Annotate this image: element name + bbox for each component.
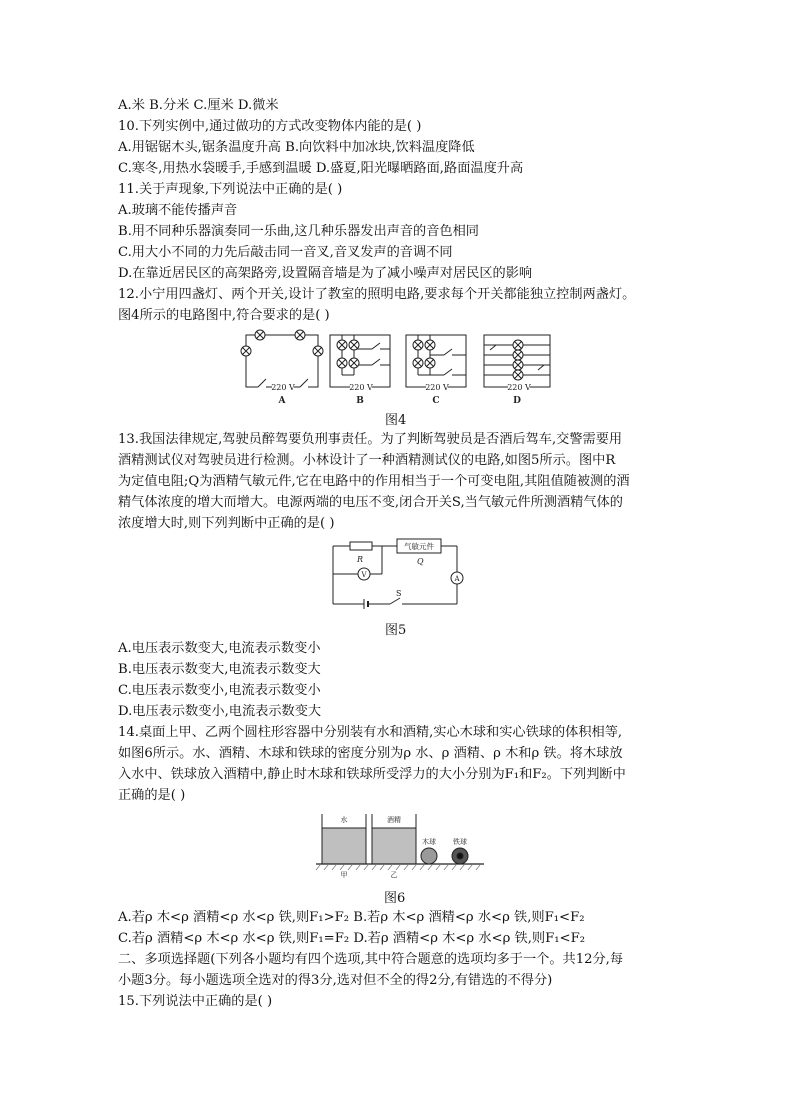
q13-stem-2: 酒精测试仪对驾驶员进行检测。小林设计了一种酒精测试仪的电路,如图5所示。图中R (118, 453, 616, 468)
fig4-label-c: C (432, 396, 440, 406)
fig6-liquid-alcohol: 酒精 (387, 816, 401, 824)
figure-5-caption: 图5 (385, 623, 407, 638)
fig5-voltmeter: V (361, 571, 367, 579)
q15-stem: 15.下列说法中正确的是( ) (118, 994, 273, 1009)
fig4-label-a: A (278, 396, 286, 406)
fig6-label-jia: 甲 (340, 871, 348, 879)
figure-6-containers (316, 808, 486, 878)
figure-6-caption: 图6 (384, 891, 406, 906)
q11-option-b: B.用不同种乐器演奏同一乐曲,这几种乐器发出声音的音色相同 (118, 224, 479, 239)
q13-option-d: D.电压表示数变小,电流表示数变大 (118, 704, 322, 719)
fig5-sensor-box: 气敏元件 (404, 542, 434, 551)
figure-4-caption: 图4 (385, 413, 407, 428)
q9-options: A.米 B.分米 C.厘米 D.微米 (118, 98, 279, 113)
fig4-label-b: B (356, 396, 364, 406)
q14-stem-3: 入水中、铁球放入酒精中,静止时木球和铁球所受浮力的大小分别为F₁和F₂。下列判断中 (118, 767, 626, 782)
fig6-label-yi: 乙 (390, 871, 398, 879)
fig6-ball-iron: 铁球 (453, 838, 467, 846)
q14-stem-4: 正确的是( ) (118, 788, 186, 803)
fig6-ball-wood: 木球 (422, 838, 436, 846)
q14-stem-1: 14.桌面上甲、乙两个圆柱形容器中分别装有水和酒精,实心木球和实心铁球的体积相等, (118, 725, 623, 740)
figure-4-circuits (238, 327, 558, 407)
fig4-voltage-a: 220 V (271, 383, 295, 392)
q11-option-c: C.用大小不同的力先后敲击同一音叉,音叉发声的音调不同 (118, 245, 453, 260)
fig5-ammeter: A (454, 575, 460, 583)
q12-stem-2: 图4所示的电路图中,符合要求的是( ) (118, 308, 330, 323)
q11-option-d: D.在靠近居民区的高架路旁,设置隔音墙是为了减小噪声对居民区的影响 (118, 266, 533, 281)
fig4-label-d: D (513, 396, 521, 406)
section-2-heading-1: 二、多项选择题(下列各小题均有四个选项,其中符合题意的选项均多于一个。共12分,每 (118, 952, 624, 967)
section-2-heading-2: 小题3分。每小题选项全选对的得3分,选对但不全的得2分,有错选的不得分) (118, 973, 553, 988)
q10-stem: 10.下列实例中,通过做功的方式改变物体内能的是( ) (118, 119, 422, 134)
q10-options-ab: A.用锯锯木头,锯条温度升高 B.向饮料中加冰块,饮料温度降低 (118, 140, 475, 155)
q13-option-a: A.电压表示数变大,电流表示数变小 (118, 641, 321, 656)
fig5-sensor-label: Q (417, 557, 424, 566)
fig5-switch-label: S (396, 589, 402, 598)
q11-stem: 11.关于声现象,下列说法中正确的是( ) (118, 182, 343, 197)
q11-option-a: A.玻璃不能传播声音 (118, 203, 238, 218)
fig4-voltage-c: 220 V (425, 383, 449, 392)
fig6-liquid-water: 水 (340, 816, 348, 824)
q14-options-cd: C.若ρ 酒精<ρ 木<ρ 水<ρ 铁,则F₁=F₂ D.若ρ 酒精<ρ 木<ρ 水<ρ 铁,则F₁<F₂ (118, 931, 586, 946)
q10-options-cd: C.寒冬,用热水袋暖手,手感到温暖 D.盛夏,阳光曝晒路面,路面温度升高 (118, 161, 524, 176)
fig5-resistor-label: R (357, 555, 364, 564)
q13-option-b: B.电压表示数变大,电流表示数变大 (118, 662, 321, 677)
q14-stem-2: 如图6所示。水、酒精、木球和铁球的密度分别为ρ 水、ρ 酒精、ρ 木和ρ 铁。将木球放 (118, 746, 623, 761)
fig4-voltage-d: 220 V (507, 383, 531, 392)
q13-option-c: C.电压表示数变小,电流表示数变小 (118, 683, 321, 698)
q14-options-ab: A.若ρ 木<ρ 酒精<ρ 水<ρ 铁,则F₁>F₂ B.若ρ 木<ρ 酒精<ρ 水<ρ 铁,则F₁<F₂ (118, 910, 585, 925)
q13-stem-4: 精气体浓度的增大而增大。电源两端的电压不变,闭合开关S,当气敏元件所测酒精气体的 (118, 495, 623, 510)
q13-stem-3: 为定值电阻;Q为酒精气敏元件,它在电路中的作用相当于一个可变电阻,其阻值随被测的酒 (118, 474, 630, 489)
q13-stem-1: 13.我国法律规定,驾驶员醉驾要负刑事责任。为了判断驾驶员是否酒后驾车,交警需要用 (118, 432, 623, 447)
figure-5-circuit (330, 538, 460, 608)
q12-stem-1: 12.小宁用四盏灯、两个开关,设计了教室的照明电路,要求每个开关都能独立控制两盏灯。 (118, 287, 636, 302)
fig4-voltage-b: 220 V (349, 383, 373, 392)
q13-stem-5: 浓度增大时,则下列判断中正确的是( ) (118, 516, 335, 531)
